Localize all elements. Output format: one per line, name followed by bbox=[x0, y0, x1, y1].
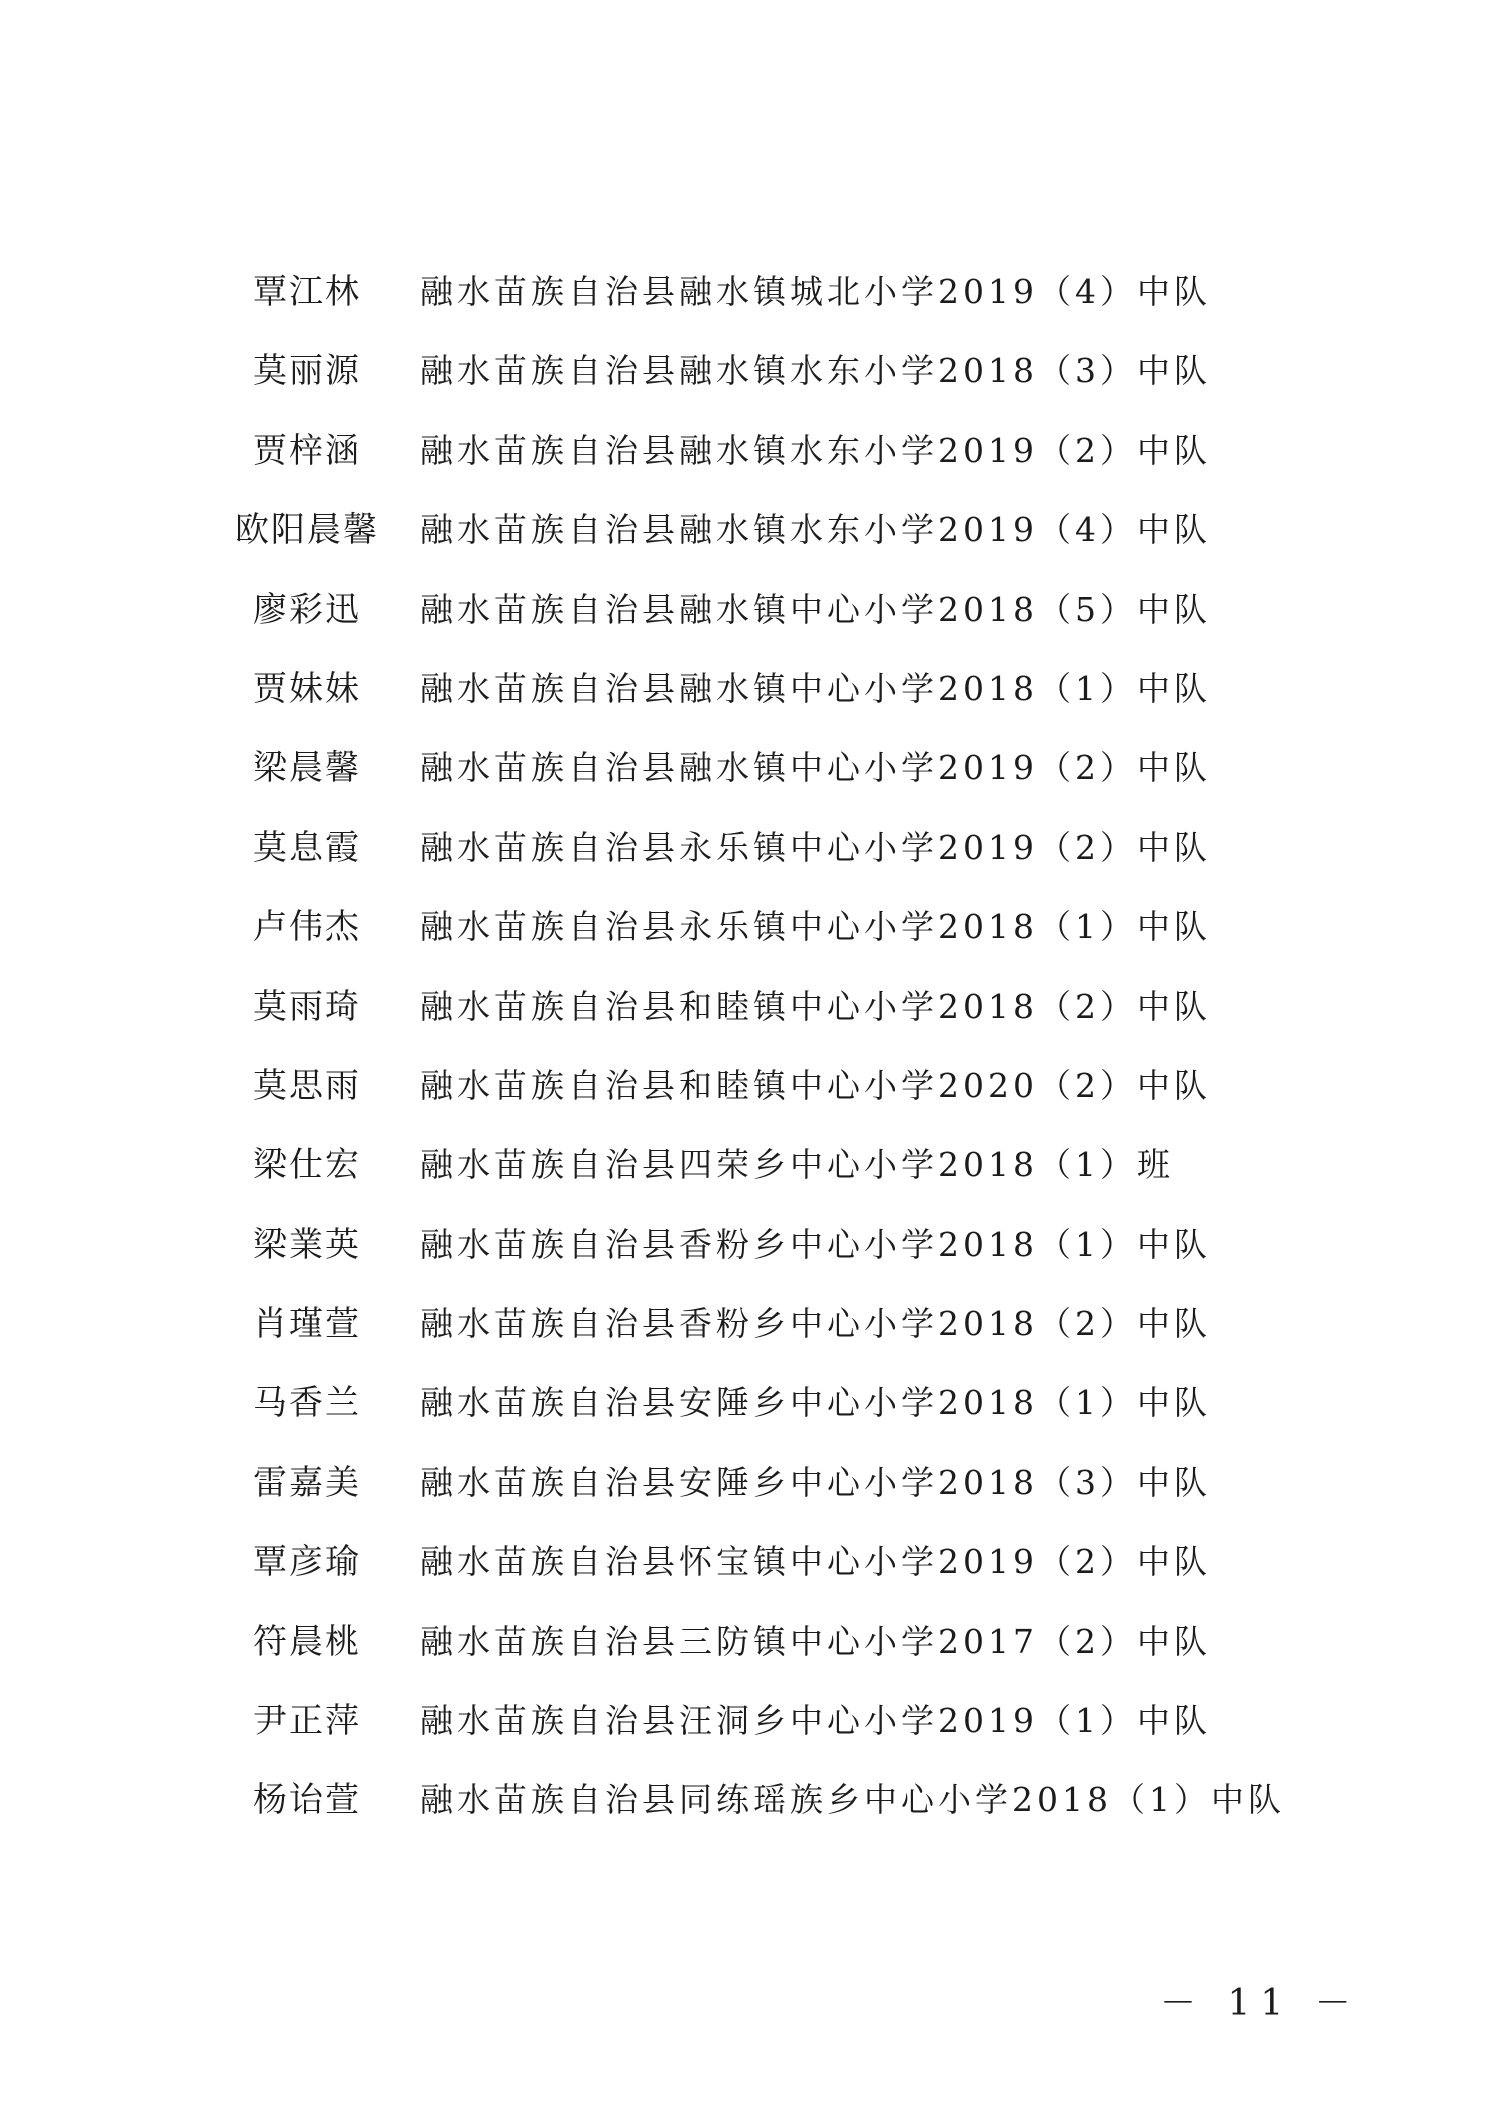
list-item bbox=[0, 1381, 1488, 1460]
honoree-name: 肖瑾萱 bbox=[253, 1304, 361, 1345]
honoree-name: 卢伟杰 bbox=[253, 907, 361, 948]
list-item bbox=[0, 1223, 1488, 1302]
honoree-name: 雷嘉美 bbox=[253, 1462, 361, 1503]
list-item bbox=[0, 1302, 1488, 1381]
list-item bbox=[0, 1540, 1488, 1619]
honoree-name: 莫雨琦 bbox=[253, 986, 361, 1027]
honoree-name: 覃江林 bbox=[253, 272, 361, 312]
honoree-unit: 融水苗族自治县永乐镇中心小学2018（1）中队 bbox=[420, 907, 1211, 947]
honoree-name: 尹正萍 bbox=[253, 1701, 361, 1742]
honoree-name: 梁晨馨 bbox=[253, 748, 361, 789]
honoree-name: 欧阳晨馨 bbox=[235, 510, 379, 551]
honoree-unit: 融水苗族自治县汪洞乡中心小学2019（1）中队 bbox=[420, 1701, 1211, 1741]
honoree-unit: 融水苗族自治县四荣乡中心小学2018（1）班 bbox=[420, 1145, 1174, 1185]
list-item bbox=[0, 667, 1488, 746]
honoree-name: 马香兰 bbox=[253, 1383, 361, 1424]
list-item bbox=[0, 1699, 1488, 1778]
list-item bbox=[0, 588, 1488, 667]
honoree-unit: 融水苗族自治县安陲乡中心小学2018（1）中队 bbox=[420, 1383, 1211, 1423]
honoree-name: 覃彦瑜 bbox=[253, 1542, 361, 1583]
list-item bbox=[0, 1461, 1488, 1540]
honoree-unit: 融水苗族自治县融水镇水东小学2019（4）中队 bbox=[420, 510, 1211, 550]
honoree-name: 符晨桃 bbox=[253, 1621, 361, 1662]
honoree-name: 莫息霞 bbox=[253, 827, 361, 868]
honoree-unit: 融水苗族自治县融水镇中心小学2018（1）中队 bbox=[420, 668, 1211, 708]
list-item bbox=[0, 429, 1488, 508]
honoree-unit: 融水苗族自治县三防镇中心小学2017（2）中队 bbox=[420, 1621, 1211, 1661]
list-item bbox=[0, 270, 1488, 349]
honoree-unit: 融水苗族自治县和睦镇中心小学2018（2）中队 bbox=[420, 986, 1211, 1026]
list-item bbox=[0, 508, 1488, 587]
honoree-name: 廖彩迅 bbox=[253, 589, 361, 630]
honoree-name: 梁業英 bbox=[253, 1224, 361, 1265]
honoree-unit: 融水苗族自治县融水镇水东小学2019（2）中队 bbox=[420, 430, 1211, 470]
honoree-list bbox=[0, 270, 1488, 1858]
honoree-unit: 融水苗族自治县融水镇水东小学2018（3）中队 bbox=[420, 351, 1211, 391]
list-item bbox=[0, 985, 1488, 1064]
honoree-unit: 融水苗族自治县安陲乡中心小学2018（3）中队 bbox=[420, 1462, 1211, 1502]
honoree-unit: 融水苗族自治县怀宝镇中心小学2019（2）中队 bbox=[420, 1542, 1211, 1582]
honoree-unit: 融水苗族自治县香粉乡中心小学2018（2）中队 bbox=[420, 1304, 1211, 1344]
honoree-unit: 融水苗族自治县永乐镇中心小学2019（2）中队 bbox=[420, 827, 1211, 867]
list-item bbox=[0, 1620, 1488, 1699]
list-item bbox=[0, 1064, 1488, 1143]
list-item bbox=[0, 905, 1488, 984]
honoree-unit: 融水苗族自治县香粉乡中心小学2018（1）中队 bbox=[420, 1224, 1211, 1264]
honoree-unit: 融水苗族自治县同练瑶族乡中心小学2018（1）中队 bbox=[420, 1780, 1285, 1820]
honoree-unit: 融水苗族自治县和睦镇中心小学2020（2）中队 bbox=[420, 1065, 1211, 1105]
honoree-name: 贾梓涵 bbox=[253, 430, 361, 471]
list-item bbox=[0, 826, 1488, 905]
honoree-name: 莫丽源 bbox=[253, 351, 361, 392]
honoree-unit: 融水苗族自治县融水镇中心小学2018（5）中队 bbox=[420, 589, 1211, 629]
list-item bbox=[0, 1778, 1488, 1857]
page-number: － 11 － bbox=[1160, 1983, 1361, 2024]
honoree-name: 贾妹妹 bbox=[253, 668, 361, 709]
list-item bbox=[0, 746, 1488, 825]
list-item bbox=[0, 349, 1488, 428]
honoree-name: 莫思雨 bbox=[253, 1065, 361, 1106]
honoree-unit: 融水苗族自治县融水镇中心小学2019（2）中队 bbox=[420, 748, 1211, 788]
list-item bbox=[0, 1143, 1488, 1222]
honoree-name: 杨诒萱 bbox=[253, 1780, 361, 1821]
honoree-unit: 融水苗族自治县融水镇城北小学2019（4）中队 bbox=[420, 272, 1211, 311]
honoree-name: 梁仕宏 bbox=[253, 1145, 361, 1186]
